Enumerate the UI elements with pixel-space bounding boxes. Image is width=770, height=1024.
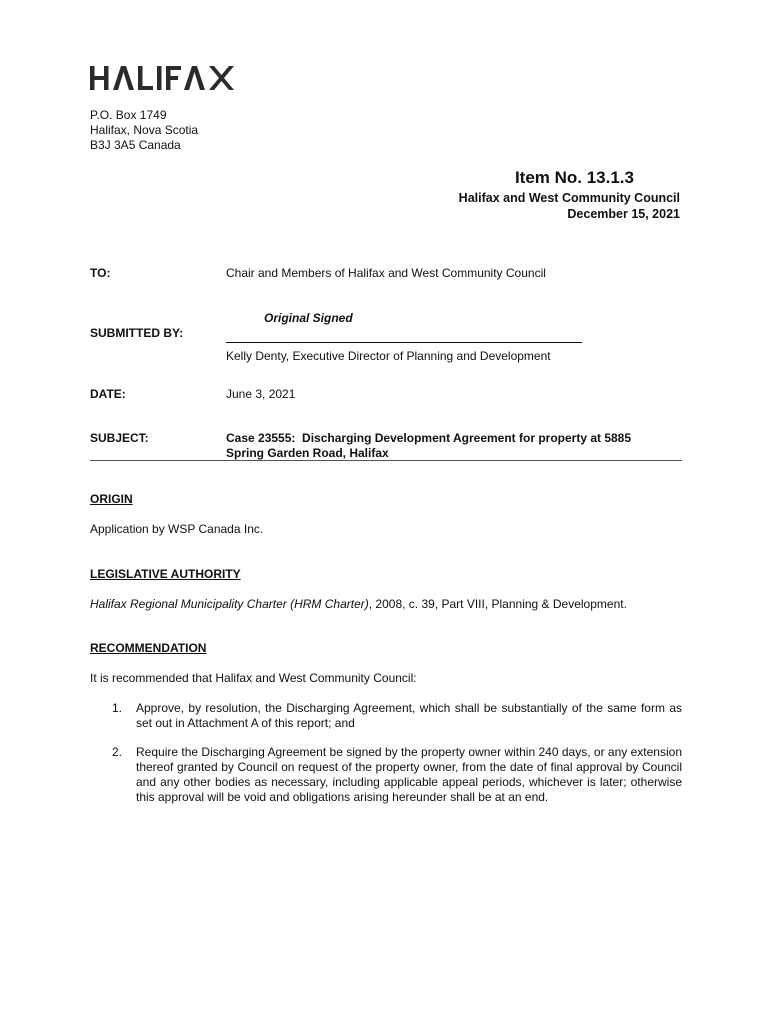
original-signed-note: Original Signed <box>264 311 353 325</box>
charter-title: Halifax Regional Municipality Charter (HRM Charter) <box>90 597 369 611</box>
item-number: Item No. 13.1.3 <box>514 168 634 187</box>
address-line: P.O. Box 1749 <box>90 108 167 122</box>
item-text: Require the Discharging Agreement be signed by the property owner within 240 days, or any extension thereof granted by Council on request of the property owner, from the date of final approval by Council and any other bodies as necessary, including applicable appeal periods, whichever is later; otherwise this approval will be void and obligations arising hereunder shall be at an end. <box>136 745 682 804</box>
mailing-address <box>90 108 198 153</box>
submitted-by-label: SUBMITTED BY: <box>90 326 184 340</box>
date-value: June 3, 2021 <box>226 387 296 401</box>
to-value: Chair and Members of Halifax and West Community Council <box>226 266 546 280</box>
item-text: Approve, by resolution, the Discharging Agreement, which shall be substantially of the same form as set out in Attachment A of this report; and <box>136 701 682 730</box>
subject-label: SUBJECT: <box>90 431 149 445</box>
address-line: Halifax, Nova Scotia <box>90 123 199 137</box>
submitted-by-value: Kelly Denty, Executive Director of Planning and Development <box>226 349 551 363</box>
address-line: B3J 3A5 Canada <box>90 138 181 152</box>
council-name: Halifax and West Community Council <box>458 191 680 205</box>
halifax-logo <box>90 63 240 98</box>
header-divider <box>90 460 682 461</box>
recommendation-intro: It is recommended that Halifax and West Community Council: <box>90 671 417 685</box>
origin-text: Application by WSP Canada Inc. <box>90 522 264 536</box>
subject-value <box>226 431 631 461</box>
item-number: 1. <box>112 701 123 715</box>
charter-citation: , 2008, c. 39, Part VIII, Planning & Development. <box>368 597 627 611</box>
legislative-authority-text <box>90 597 627 611</box>
origin-heading: ORIGIN <box>90 492 133 506</box>
item-number: 2. <box>112 745 123 759</box>
subject-line: Spring Garden Road, Halifax <box>226 446 389 460</box>
halifax-wordmark-icon <box>90 63 240 93</box>
legislative-authority-heading: LEGISLATIVE AUTHORITY <box>90 567 241 581</box>
signature-line <box>226 342 582 343</box>
recommendation-heading: RECOMMENDATION <box>90 641 207 655</box>
council-header <box>459 190 680 222</box>
meeting-date: December 15, 2021 <box>567 207 680 221</box>
to-label: TO: <box>90 266 111 280</box>
subject-line: Case 23555: Discharging Development Agreement for property at 5885 <box>226 431 632 445</box>
date-label: DATE: <box>90 387 126 401</box>
